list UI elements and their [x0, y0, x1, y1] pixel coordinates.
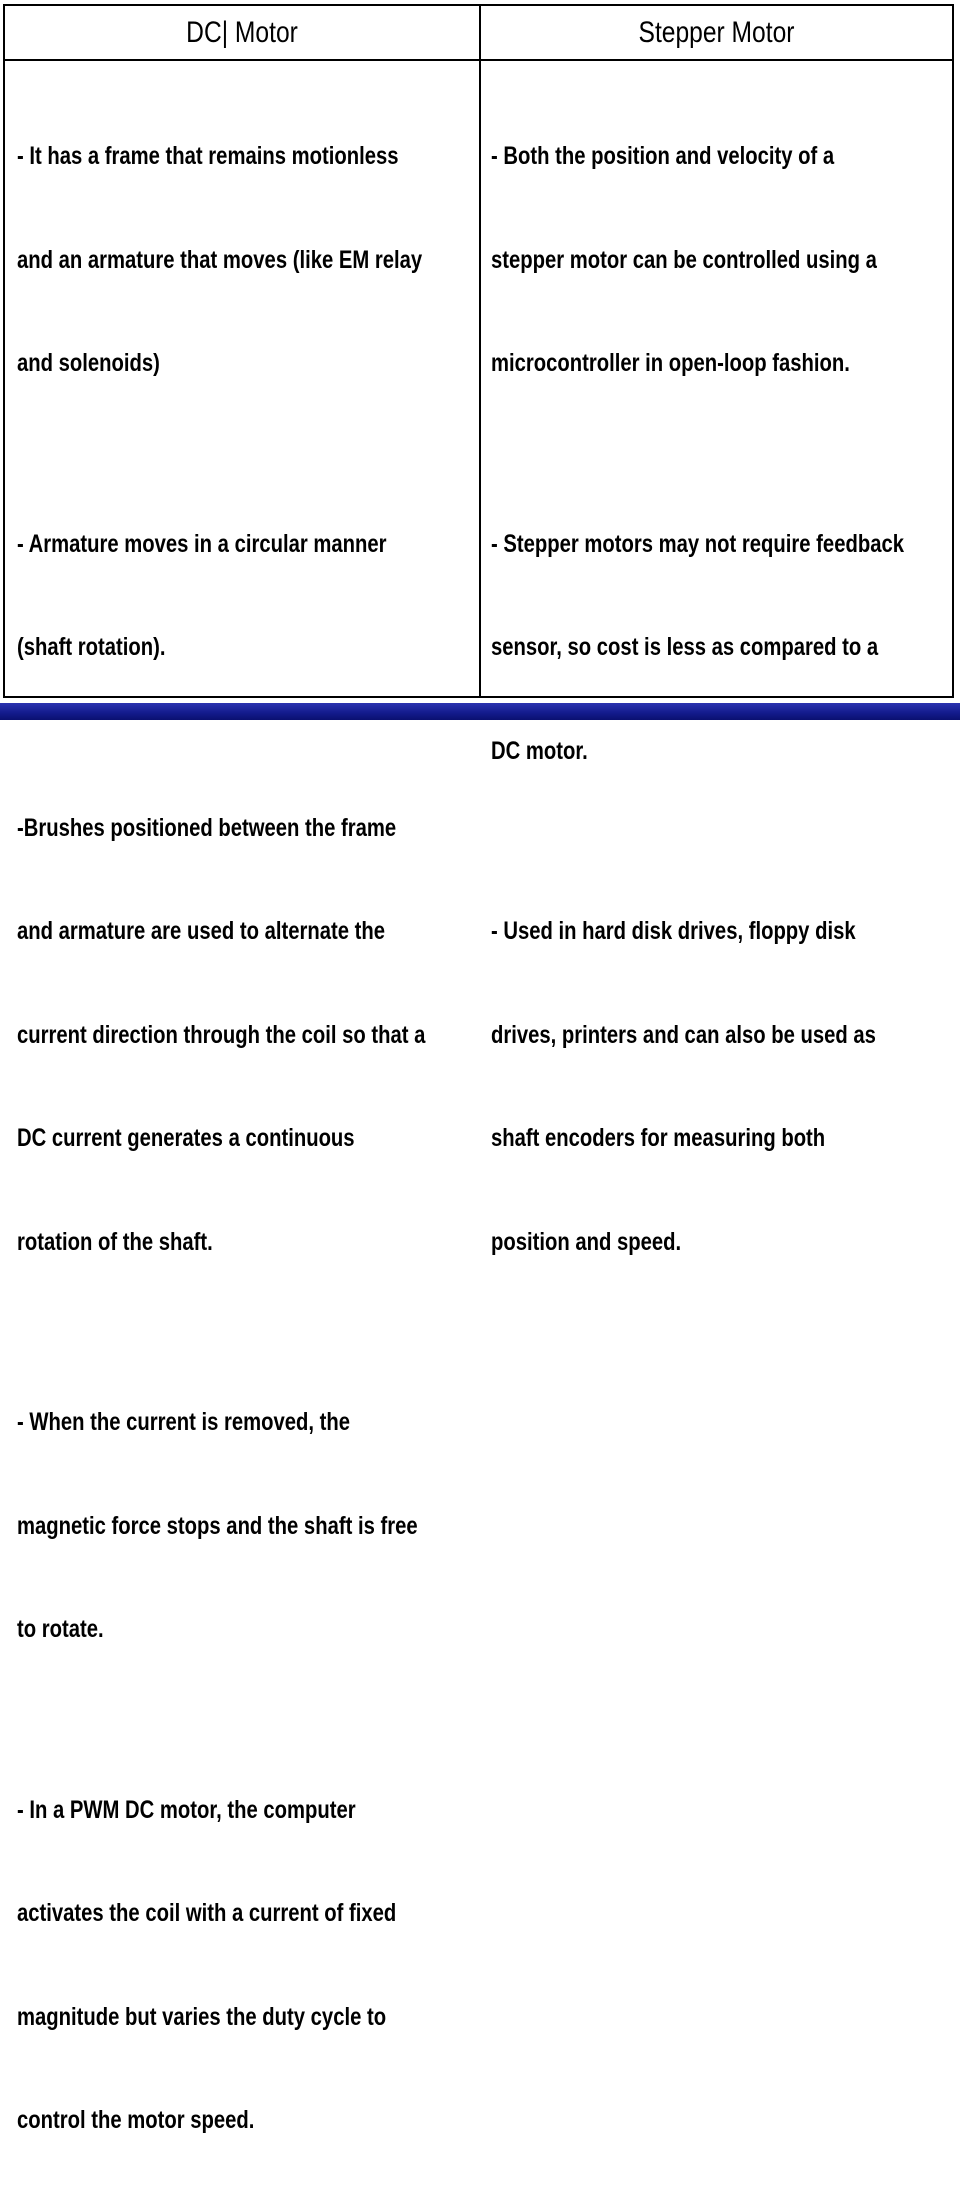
bullet-line: and solenoids): [17, 349, 160, 377]
bullet-line: rotation of the shaft.: [17, 1227, 213, 1256]
bullet-line: magnitude but varies the duty cycle to: [17, 2002, 387, 2031]
slide-footer-band: [0, 703, 960, 720]
dc-motor-cell: [5, 61, 479, 2134]
bullet-line: activates the coil with a current of fixed: [17, 1899, 397, 1927]
bullet-line: microcontroller in open-loop fashion.: [491, 349, 850, 377]
bullet-line: position and speed.: [491, 1227, 682, 1256]
stepper-motor-cell: [481, 61, 952, 1256]
bullet-line: sensor, so cost is less as compared to a: [491, 633, 879, 661]
bullet-line: - Armature moves in a circular manner: [17, 529, 387, 558]
bullet-line: and an armature that moves (like EM relay: [17, 245, 423, 274]
stepper-bullet: [491, 70, 877, 450]
bullet-line: - Both the position and velocity of a: [491, 142, 835, 170]
bullet-line: drives, printers and can also be used as: [491, 1020, 876, 1049]
dc-bullet: [17, 1336, 418, 1716]
bullet-line: - In a PWM DC motor, the computer: [17, 1795, 356, 1824]
bullet-line: stepper motor can be controlled using a: [491, 245, 877, 274]
bullet-line: -Brushes positioned between the frame: [17, 813, 397, 842]
bullet-line: shaft encoders for measuring both: [491, 1124, 826, 1152]
comparison-table: [3, 4, 954, 2134]
bullet-line: - When the current is removed, the: [17, 1408, 351, 1436]
bullet-line: - Stepper motors may not require feedback: [491, 529, 904, 558]
dc-bullet: [17, 742, 426, 1329]
bullet-line: - It has a frame that remains motionless: [17, 142, 399, 170]
bullet-line: to rotate.: [17, 1615, 104, 1643]
bullet-line: - Used in hard disk drives, floppy disk: [491, 917, 856, 945]
stepper-bullet: [491, 845, 876, 1328]
dc-bullet: [17, 1724, 397, 2207]
dc-bullet: [17, 70, 423, 450]
header-stepper-motor: Stepper Motor: [638, 15, 795, 49]
bullet-line: magnetic force stops and the shaft is free: [17, 1511, 418, 1540]
bullet-line: control the motor speed.: [17, 2106, 255, 2134]
bullet-line: (shaft rotation).: [17, 633, 166, 661]
stepper-bullet: [491, 458, 904, 838]
bullet-line: and armature are used to alternate the: [17, 917, 385, 945]
bullet-line: DC motor.: [491, 736, 588, 765]
bullet-line: current direction through the coil so that a: [17, 1020, 426, 1049]
dc-bullet: [17, 458, 391, 734]
bullet-line: DC current generates a continuous: [17, 1124, 355, 1152]
header-dc-motor: DC| Motor: [186, 15, 298, 49]
